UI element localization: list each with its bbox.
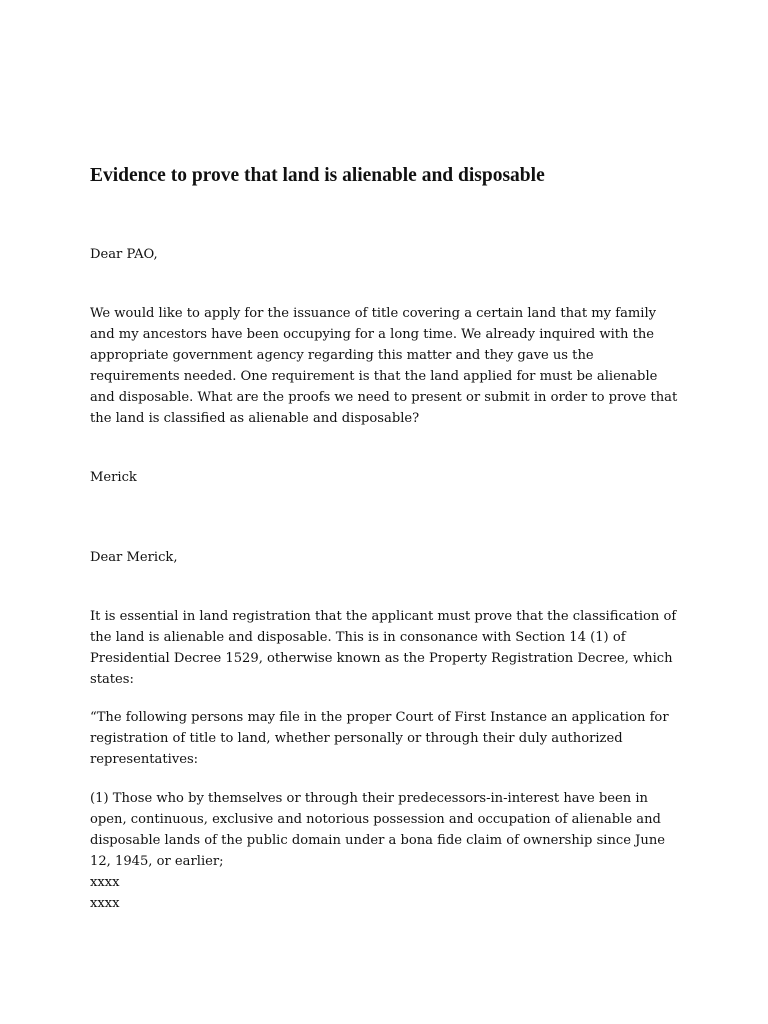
quote-paragraph <box>90 708 680 771</box>
answer-text: It is essential in land registration that the applicant must prove that the classification of the land is alienable and disposable. This is in consonance with Section 14 (1) of Presidential Decree 1529, otherwise known as the Property Registration Decree, which states: <box>90 609 677 687</box>
greeting-merick <box>90 548 680 569</box>
greeting-pao-text: Dear PAO, <box>90 247 158 262</box>
document-page <box>90 0 680 1024</box>
answer-paragraph <box>90 607 680 691</box>
question-paragraph <box>90 304 680 429</box>
signature-text: Merick <box>90 470 137 485</box>
greeting-merick-text: Dear Merick, <box>90 550 178 565</box>
greeting-pao <box>90 245 680 266</box>
provision-item-1-text: (1) Those who by themselves or through their predecessors-in-interest have been in open, continuous, exclusive and notorious possession and occupation of alienable and disposable lands of the public domain under a bona fide claim of ownership since June 12, 1945, or earlier; <box>90 791 666 869</box>
omission-marker: xxxx <box>90 874 120 890</box>
omission-marker: xxxx <box>90 895 120 911</box>
page-title: Evidence to prove that land is alienable and disposable <box>90 165 545 186</box>
quote-text: “The following persons may file in the proper Court of First Instance an application for registration of title to land, whether personally or through their duly authorized representatives: <box>90 710 669 767</box>
question-text: We would like to apply for the issuance of title covering a certain land that my family and my ancestors have been occupying for a long time. We already inquired with the appropriate government agency regarding this matter and they gave us the requirements needed. One requirement is that the land applied for must be alienable and disposable. What are the proofs we need to present or submit in order to prove that the land is classified as alienable and disposable? <box>90 306 678 426</box>
signature <box>90 468 680 489</box>
provision-item-1 <box>90 789 680 914</box>
